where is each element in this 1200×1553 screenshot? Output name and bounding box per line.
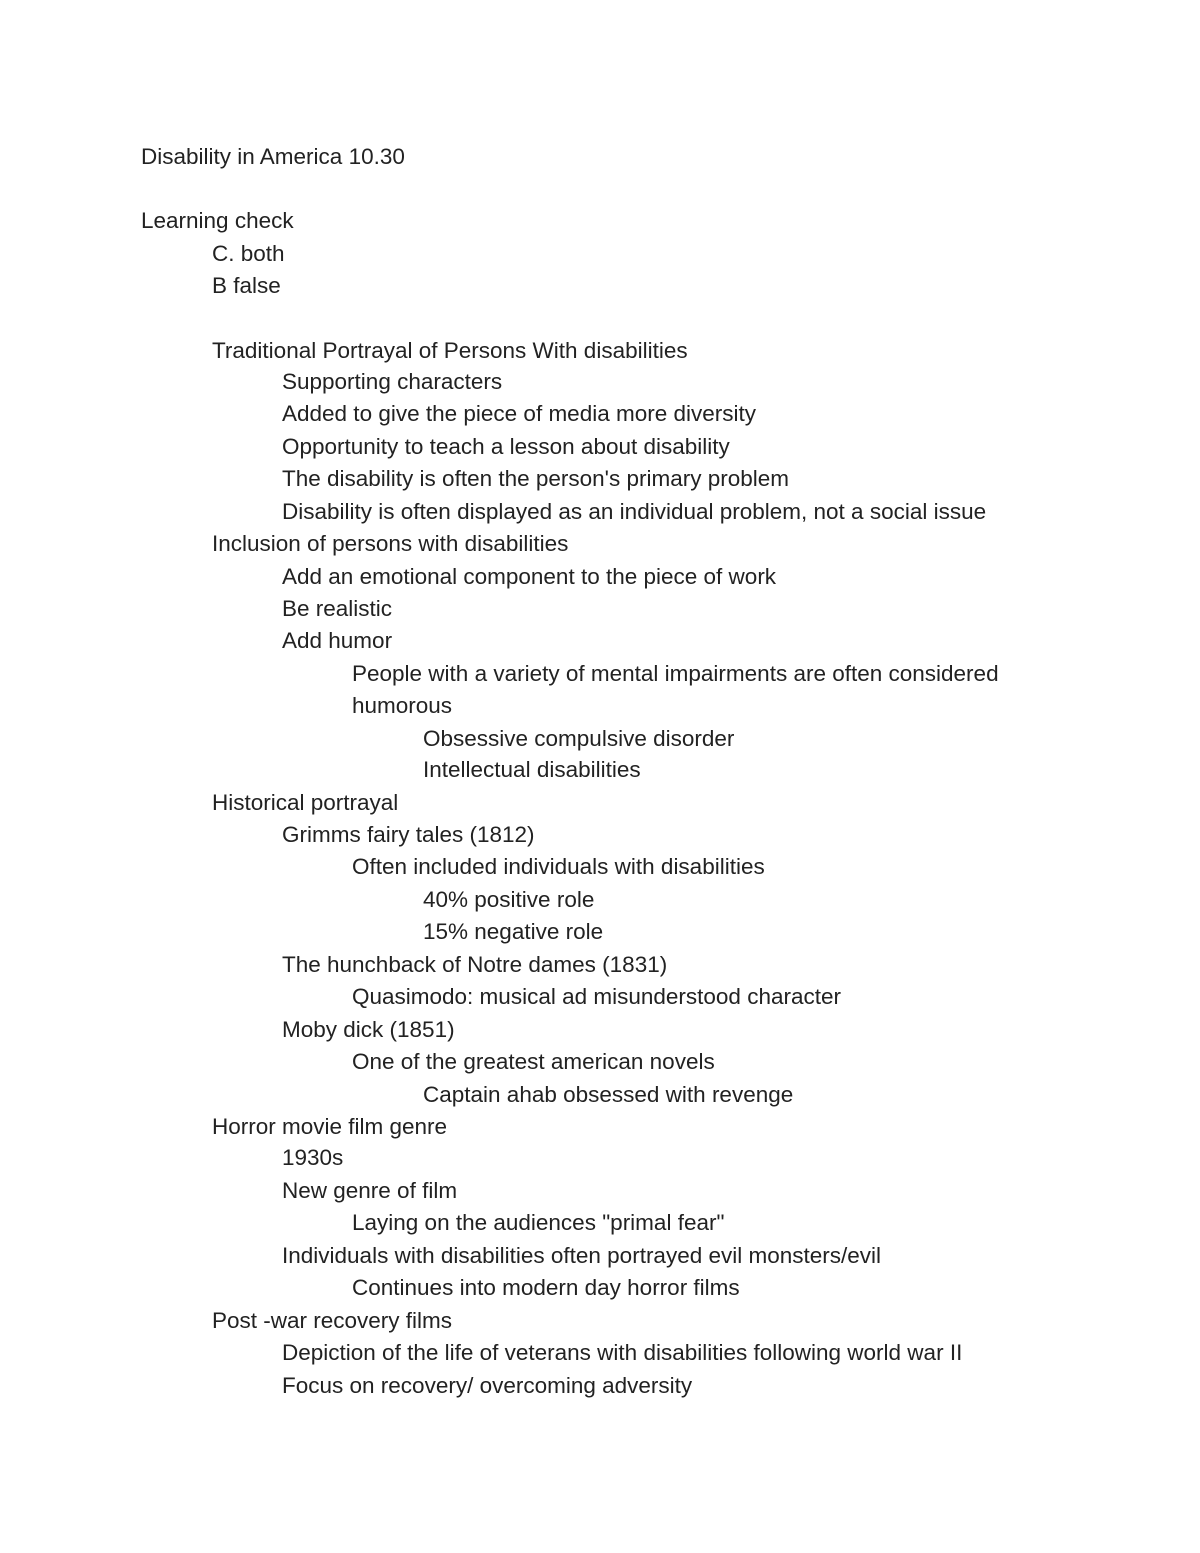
list-item-text: Horror movie film genre (212, 1114, 448, 1139)
list-item-text: Opportunity to teach a lesson about disability (282, 434, 730, 459)
list-item-text: The hunchback of Notre dames (1831) (282, 952, 668, 977)
list-item-text: The disability is often the person's primary problem (282, 466, 790, 491)
document-title: Disability in America 10.30 (141, 144, 405, 169)
list-item-text: 1930s (282, 1145, 344, 1170)
list-item-text: People with a variety of mental impairments are often considered (352, 661, 999, 686)
list-item-text: Post -war recovery films (212, 1308, 453, 1333)
list-item-text: humorous (352, 693, 453, 718)
list-item-text: Quasimodo: musical ad misunderstood character (352, 984, 841, 1009)
list-item-text: Add humor (282, 628, 393, 653)
list-item-text: Traditional Portrayal of Persons With disabilities (212, 338, 688, 363)
list-item-text: One of the greatest american novels (352, 1049, 715, 1074)
list-item-text: Moby dick (1851) (282, 1017, 455, 1042)
list-item-text: C. both (212, 241, 285, 266)
list-item-text: B false (212, 273, 281, 298)
list-item-text: Add an emotional component to the piece of work (282, 564, 777, 589)
list-item-text: Historical portrayal (212, 790, 399, 815)
list-item-text: Inclusion of persons with disabilities (212, 531, 569, 556)
list-item-text: Individuals with disabilities often portrayed evil monsters/evil (282, 1243, 882, 1268)
list-item-text: Added to give the piece of media more diversity (282, 401, 757, 426)
list-item-text: Depiction of the life of veterans with disabilities following world war II (282, 1340, 963, 1365)
list-item-text: Laying on the audiences "primal fear" (352, 1210, 725, 1235)
list-item-text: Continues into modern day horror films (352, 1275, 740, 1300)
list-item-text: Obsessive compulsive disorder (423, 726, 735, 751)
list-item-text: Supporting characters (282, 369, 503, 394)
list-item-text: Intellectual disabilities (423, 757, 641, 782)
list-item-text: New genre of film (282, 1178, 458, 1203)
list-item-text: 15% negative role (423, 919, 604, 944)
list-item-text: Captain ahab obsessed with revenge (423, 1082, 794, 1107)
list-item-text: Grimms fairy tales (1812) (282, 822, 535, 847)
learning-check-heading: Learning check (141, 208, 294, 233)
list-item-text: Disability is often displayed as an individual problem, not a social issue (282, 499, 987, 524)
list-item-text: 40% positive role (423, 887, 595, 912)
list-item-text: Focus on recovery/ overcoming adversity (282, 1373, 693, 1398)
list-item-text: Often included individuals with disabilities (352, 854, 765, 879)
list-item-text: Be realistic (282, 596, 393, 621)
